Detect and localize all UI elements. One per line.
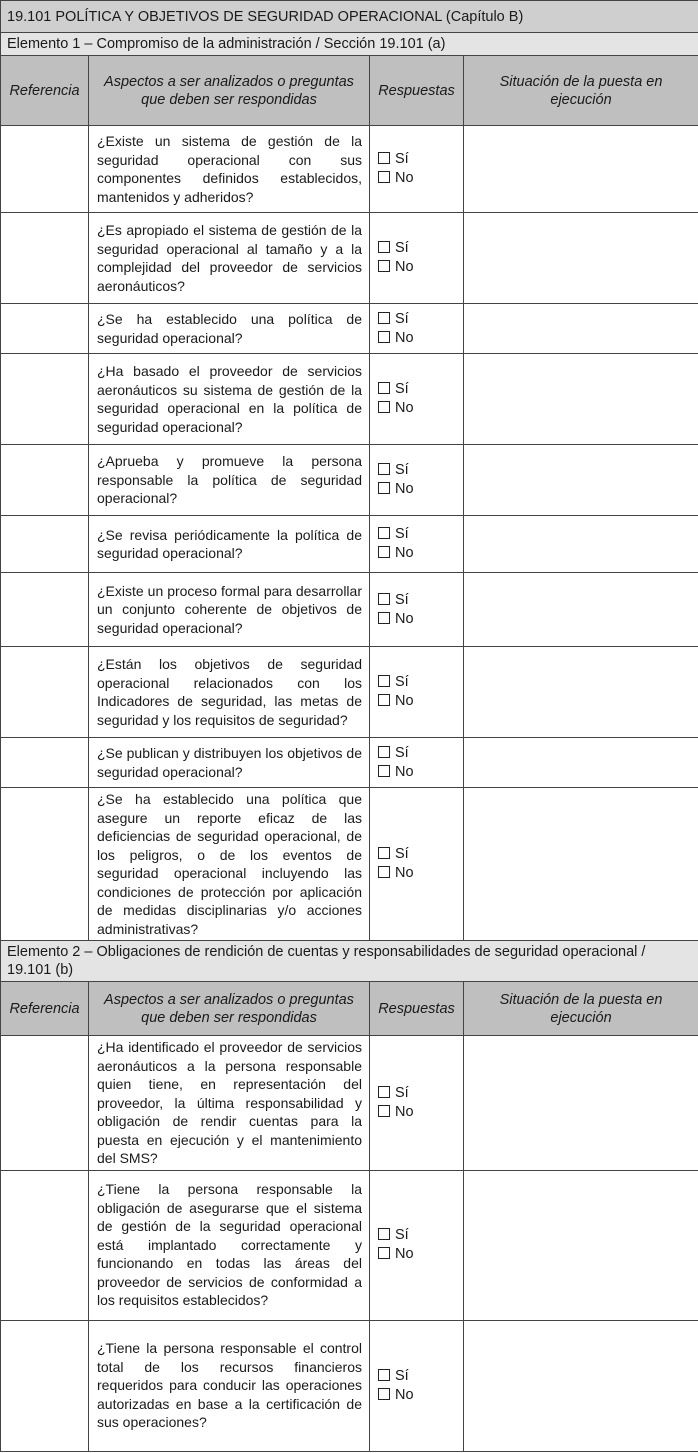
option-label: Sí [395, 1084, 409, 1101]
question-row [1, 304, 698, 354]
checkbox-no[interactable] [378, 864, 463, 883]
checkbox-square-icon[interactable] [378, 241, 390, 253]
option-label: Sí [395, 846, 409, 862]
question-text: ¿Se publican y distribuyen los objetivos de seguridad operacional? [89, 738, 370, 788]
checkbox-square-icon[interactable] [378, 382, 390, 394]
answer-cell [370, 1170, 464, 1320]
checkbox-square-icon[interactable] [378, 482, 390, 494]
checkbox-si[interactable] [378, 673, 463, 692]
checkbox-square-icon[interactable] [378, 546, 390, 558]
answer-cell [370, 445, 464, 516]
checkbox-square-icon[interactable] [378, 593, 390, 605]
option-label: Sí [395, 240, 409, 256]
checkbox-si[interactable] [378, 591, 463, 610]
checkbox-square-icon[interactable] [378, 1369, 390, 1381]
checkbox-square-icon[interactable] [378, 1086, 390, 1098]
checkbox-square-icon[interactable] [378, 527, 390, 539]
checkbox-square-icon[interactable] [378, 152, 390, 164]
status-cell[interactable] [464, 738, 698, 788]
option-label: No [395, 481, 414, 497]
question-text: ¿Tiene la persona responsable el control total de los recursos financieros requeridos para conducir las operaciones autorizadas en base a la certificación de sus operaciones? [89, 1320, 370, 1451]
question-text: ¿Ha identificado el proveedor de servicios aeronáuticos a la persona responsable quien tiene, en representación del proveedor, la última responsabilidad y obligación de rendir cuentas para la puesta en ejecución y el mantenimiento del SMS? [89, 1036, 370, 1171]
section-title-row [1, 1, 698, 33]
option-label: No [395, 610, 414, 627]
option-label: Sí [395, 591, 409, 608]
status-cell[interactable] [464, 126, 698, 213]
header-situacion: Situación de la puesta en ejecución [464, 982, 698, 1036]
reference-cell [1, 354, 89, 445]
checkbox-square-icon[interactable] [378, 675, 390, 687]
checkbox-square-icon[interactable] [378, 866, 390, 878]
checkbox-square-icon[interactable] [378, 1247, 390, 1259]
element-title-row [1, 33, 698, 56]
question-text: ¿Existe un proceso formal para desarrollar un conjunto coherente de objetivos de seguridad operacional? [89, 573, 370, 647]
checkbox-no[interactable] [378, 1386, 463, 1405]
question-text: ¿Están los objetivos de seguridad operacional relacionados con los Indicadores de seguridad, las metas de seguridad y los requisitos de seguridad? [89, 647, 370, 738]
question-row [1, 445, 698, 516]
checkbox-square-icon[interactable] [378, 1105, 390, 1117]
option-label: Sí [395, 1367, 409, 1384]
question-row [1, 516, 698, 573]
checkbox-square-icon[interactable] [378, 401, 390, 413]
checkbox-square-icon[interactable] [378, 746, 390, 758]
question-row [1, 647, 698, 738]
checkbox-si[interactable] [378, 150, 463, 169]
reference-cell [1, 516, 89, 573]
checkbox-square-icon[interactable] [378, 171, 390, 183]
answer-cell [370, 354, 464, 445]
option-label: No [395, 763, 414, 780]
header-respuestas: Respuestas [370, 56, 464, 126]
checkbox-square-icon[interactable] [378, 260, 390, 272]
option-label: Sí [395, 526, 409, 542]
reference-cell [1, 126, 89, 213]
section-title: 19.101 POLÍTICA Y OBJETIVOS DE SEGURIDAD OPERACIONAL (Capítulo B) [1, 1, 698, 33]
question-text: ¿Ha basado el proveedor de servicios aeronáuticos su sistema de gestión de la seguridad operacional en la política de seguridad operacional? [89, 354, 370, 445]
answer-cell [370, 304, 464, 354]
option-label: No [395, 1103, 414, 1120]
checkbox-no[interactable] [378, 610, 463, 629]
status-cell[interactable] [464, 1036, 698, 1171]
question-text: ¿Se ha establecido una política que asegure un reporte eficaz de las deficiencias de seguridad operacional, de los peligros, o de los eventos de seguridad operacional incluyendo las condiciones de protección por aplicación de medidas disciplinarias y/o acciones administrativas? [89, 788, 370, 941]
question-row [1, 1170, 698, 1320]
answer-cell [370, 1036, 464, 1171]
status-cell[interactable] [464, 304, 698, 354]
status-cell[interactable] [464, 516, 698, 573]
question-text: ¿Tiene la persona responsable la obligación de asegurarse que el sistema de gestión de la seguridad operacional está implantado correctamente y funcionando en todas las áreas del proveedor de servicios de conformidad a los requisitos establecidos? [89, 1170, 370, 1320]
question-row [1, 788, 698, 941]
option-label: Sí [395, 462, 409, 478]
checkbox-si[interactable] [378, 310, 463, 329]
checkbox-no[interactable] [378, 544, 463, 563]
checkbox-no[interactable] [378, 763, 463, 782]
status-cell[interactable] [464, 788, 698, 941]
checkbox-si[interactable] [378, 380, 463, 399]
header-referencia: Referencia [1, 982, 89, 1036]
checkbox-no[interactable] [378, 258, 463, 277]
reference-cell [1, 213, 89, 304]
checkbox-no[interactable] [378, 329, 463, 348]
checkbox-si[interactable] [378, 744, 463, 763]
header-referencia: Referencia [1, 56, 89, 126]
question-row [1, 1320, 698, 1451]
option-label: Sí [395, 151, 409, 167]
question-text: ¿Se revisa periódicamente la política de seguridad operacional? [89, 516, 370, 573]
status-cell[interactable] [464, 445, 698, 516]
reference-cell [1, 573, 89, 647]
answer-cell [370, 647, 464, 738]
checkbox-square-icon[interactable] [378, 612, 390, 624]
checkbox-si[interactable] [378, 845, 463, 864]
checkbox-no[interactable] [378, 692, 463, 711]
checkbox-no[interactable] [378, 169, 463, 188]
option-label: No [395, 693, 414, 709]
option-label: No [395, 865, 414, 881]
status-cell[interactable] [464, 213, 698, 304]
answer-cell [370, 1320, 464, 1451]
answer-cell [370, 213, 464, 304]
checkbox-square-icon[interactable] [378, 1388, 390, 1400]
option-label: Sí [395, 674, 409, 690]
column-header-row [1, 56, 698, 126]
option-label: Sí [395, 1227, 409, 1243]
reference-cell [1, 445, 89, 516]
header-aspectos: Aspectos a ser analizados o preguntas que deben ser respondidas [89, 56, 370, 126]
question-row [1, 573, 698, 647]
question-row [1, 126, 698, 213]
element-title: Elemento 2 – Obligaciones de rendición de cuentas y responsabilidades de seguridad operacional / 19.101 (b) [1, 941, 698, 982]
checkbox-no[interactable] [378, 1103, 463, 1122]
reference-cell [1, 304, 89, 354]
option-label: No [395, 545, 414, 561]
status-cell[interactable] [464, 1170, 698, 1320]
option-label: Sí [395, 744, 409, 761]
reference-cell [1, 647, 89, 738]
header-respuestas: Respuestas [370, 982, 464, 1036]
checkbox-no[interactable] [378, 1245, 463, 1264]
checkbox-square-icon[interactable] [378, 694, 390, 706]
answer-cell [370, 738, 464, 788]
question-row [1, 354, 698, 445]
question-text: ¿Se ha establecido una política de seguridad operacional? [89, 304, 370, 354]
option-label: No [395, 1386, 414, 1403]
reference-cell [1, 738, 89, 788]
checkbox-square-icon[interactable] [378, 847, 390, 859]
option-label: No [395, 1246, 414, 1262]
checkbox-square-icon[interactable] [378, 331, 390, 343]
column-header-row [1, 982, 698, 1036]
header-aspectos: Aspectos a ser analizados o preguntas que deben ser respondidas [89, 982, 370, 1036]
checkbox-square-icon[interactable] [378, 765, 390, 777]
checkbox-square-icon[interactable] [378, 463, 390, 475]
option-label: Sí [395, 381, 409, 397]
option-label: No [395, 259, 414, 275]
reference-cell [1, 788, 89, 941]
status-cell[interactable] [464, 647, 698, 738]
option-label: No [395, 170, 414, 186]
checkbox-si[interactable] [378, 461, 463, 480]
question-row [1, 1036, 698, 1171]
question-text: ¿Existe un sistema de gestión de la seguridad operacional con sus componentes definidos establecidos, mantenidos y adheridos? [89, 126, 370, 213]
answer-cell [370, 788, 464, 941]
element-title-row [1, 941, 698, 982]
question-row [1, 738, 698, 788]
answer-cell [370, 516, 464, 573]
checkbox-si[interactable] [378, 525, 463, 544]
reference-cell [1, 1036, 89, 1171]
checkbox-no[interactable] [378, 399, 463, 418]
reference-cell [1, 1320, 89, 1451]
checkbox-si[interactable] [378, 1367, 463, 1386]
reference-cell [1, 1170, 89, 1320]
status-cell[interactable] [464, 1320, 698, 1451]
answer-cell [370, 573, 464, 647]
checkbox-si[interactable] [378, 1084, 463, 1103]
option-label: Sí [395, 310, 409, 327]
checkbox-no[interactable] [378, 480, 463, 499]
question-text: ¿Aprueba y promueve la persona responsable la política de seguridad operacional? [89, 445, 370, 516]
checkbox-square-icon[interactable] [378, 1228, 390, 1240]
checkbox-si[interactable] [378, 239, 463, 258]
status-cell[interactable] [464, 573, 698, 647]
element-title: Elemento 1 – Compromiso de la administración / Sección 19.101 (a) [1, 33, 698, 56]
option-label: No [395, 400, 414, 416]
answer-cell [370, 126, 464, 213]
status-cell[interactable] [464, 354, 698, 445]
question-row [1, 213, 698, 304]
header-situacion: Situación de la puesta en ejecución [464, 56, 698, 126]
checkbox-si[interactable] [378, 1226, 463, 1245]
question-text: ¿Es apropiado el sistema de gestión de la seguridad operacional al tamaño y a la complejidad del proveedor de servicios aeronáuticos? [89, 213, 370, 304]
checkbox-square-icon[interactable] [378, 312, 390, 324]
option-label: No [395, 329, 414, 346]
